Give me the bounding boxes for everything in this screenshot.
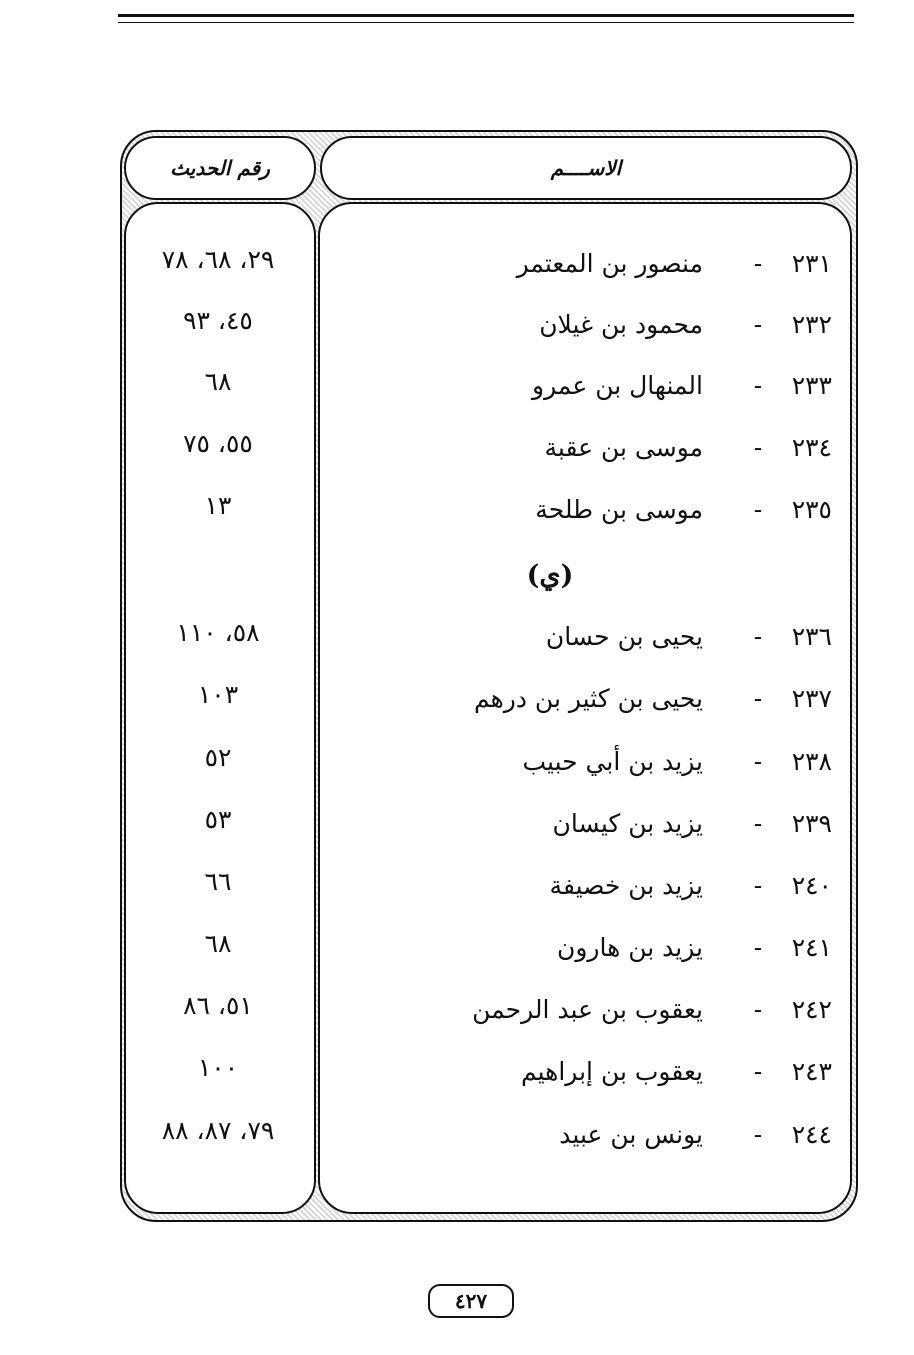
- entry-dash: -: [753, 310, 763, 339]
- entry-name: يعقوب بن عبد الرحمن: [472, 995, 703, 1024]
- entry-number: ٢٤٣: [791, 1057, 832, 1086]
- entry-name: يزيد بن أبي حبيب: [522, 747, 703, 776]
- entry-refs: ٥١، ٨٦: [183, 991, 253, 1020]
- entry-number: ٢٣٢: [791, 310, 832, 339]
- entry-refs: ٥٣: [204, 805, 232, 834]
- entry-number: ٢٤٢: [791, 995, 832, 1024]
- entry-number: ٢٤٤: [791, 1120, 832, 1149]
- entry-name: يحيى بن كثير بن درهم: [473, 684, 703, 713]
- entry-refs: ٥٨، ١١٠: [176, 618, 260, 647]
- entry-refs: ٢٩، ٦٨، ٧٨: [161, 245, 275, 274]
- entry-dash: -: [753, 871, 763, 900]
- entry-dash: -: [753, 622, 763, 651]
- entry-number: ٢٤١: [791, 933, 832, 962]
- entry-number: ٢٣١: [791, 249, 832, 278]
- entry-refs: ٦٨: [204, 367, 232, 396]
- entry-number: ٢٣٧: [791, 684, 832, 713]
- entry-dash: -: [753, 809, 763, 838]
- entry-dash: -: [753, 371, 763, 400]
- entry-name: يعقوب بن إبراهيم: [520, 1057, 703, 1086]
- entry-dash: -: [753, 1057, 763, 1086]
- entry-number: ٢٤٠: [791, 871, 832, 900]
- entry-refs: ٥٢: [204, 743, 232, 772]
- entry-name: يزيد بن كيسان: [552, 809, 703, 838]
- entry-name: يحيى بن حسان: [545, 622, 703, 651]
- entry-name: يونس بن عبيد: [559, 1120, 703, 1149]
- entry-dash: -: [753, 495, 763, 524]
- entry-refs: ٦٨: [204, 929, 232, 958]
- entry-number: ٢٣٥: [791, 495, 832, 524]
- entry-name: موسى بن طلحة: [535, 495, 703, 524]
- entry-number: ٢٣٤: [791, 433, 832, 462]
- entry-refs: ١٣: [204, 491, 232, 520]
- entry-dash: -: [753, 684, 763, 713]
- top-rule-thin: [118, 22, 854, 23]
- entry-name: موسى بن عقبة: [544, 433, 703, 462]
- top-rule-thick: [118, 14, 854, 17]
- entry-refs: ١٠٠: [197, 1053, 239, 1082]
- entry-refs: ١٠٣: [197, 680, 239, 709]
- entry-refs: ٤٥، ٩٣: [183, 306, 253, 335]
- ref-column-header: رقم الحديث: [124, 136, 316, 200]
- entry-number: ٢٣٨: [791, 747, 832, 776]
- entry-dash: -: [753, 1120, 763, 1149]
- entry-name: يزيد بن خصيفة: [549, 871, 703, 900]
- entry-dash: -: [753, 433, 763, 462]
- entry-dash: -: [753, 747, 763, 776]
- entry-number: ٢٣٣: [791, 371, 832, 400]
- entry-name: المنهال بن عمرو: [532, 371, 703, 400]
- page-number: ٤٢٧: [428, 1284, 514, 1318]
- entry-number: ٢٣٩: [791, 809, 832, 838]
- entry-refs: ٧٩، ٨٧، ٨٨: [161, 1116, 275, 1145]
- entry-name: يزيد بن هارون: [556, 933, 703, 962]
- section-letter: (ي): [526, 560, 574, 591]
- entry-name: منصور بن المعتمر: [516, 249, 703, 278]
- entry-refs: ٦٦: [204, 867, 232, 896]
- entry-name: محمود بن غيلان: [539, 310, 703, 339]
- entry-dash: -: [753, 995, 763, 1024]
- entry-dash: -: [753, 249, 763, 278]
- entry-number: ٢٣٦: [791, 622, 832, 651]
- entry-dash: -: [753, 933, 763, 962]
- entry-refs: ٥٥، ٧٥: [183, 429, 253, 458]
- name-column-header: الاســــم: [320, 136, 852, 200]
